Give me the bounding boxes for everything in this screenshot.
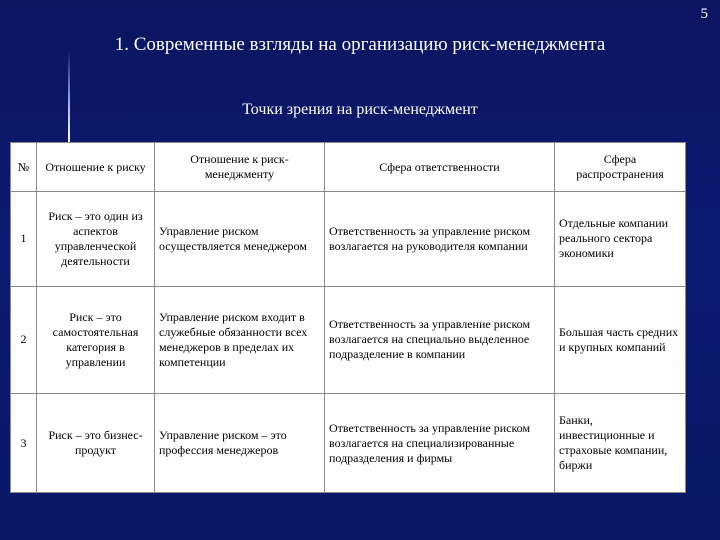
cell-attitude-to-risk: Риск – это самостоятельная категория в управлении bbox=[37, 286, 155, 394]
header-distribution-area: Сфера распространения bbox=[555, 143, 686, 192]
cell-distribution-area: Отдельные компании реального сектора экономики bbox=[555, 192, 686, 287]
decorative-vertical-line bbox=[68, 50, 70, 142]
table-row bbox=[11, 394, 686, 493]
cell-attitude-to-risk-management: Управление риском входит в служебные обязанности всех менеджеров в пределах их компетенции bbox=[155, 286, 325, 394]
cell-distribution-area: Банки, инвестиционные и страховые компании, биржи bbox=[555, 394, 686, 493]
table-row bbox=[11, 192, 686, 287]
row-number: 3 bbox=[11, 394, 37, 493]
cell-attitude-to-risk-management: Управление риском – это профессия менеджеров bbox=[155, 394, 325, 493]
cell-distribution-area: Большая часть средних и крупных компаний bbox=[555, 286, 686, 394]
slide-title: 1. Современные взгляды на организацию риск-менеджмента bbox=[114, 34, 606, 55]
header-attitude-to-risk-management: Отношение к риск-менеджменту bbox=[155, 143, 325, 192]
cell-attitude-to-risk-management: Управление риском осуществляется менеджером bbox=[155, 192, 325, 287]
slide-number: 5 bbox=[700, 6, 708, 22]
table-caption: Точки зрения на риск-менеджмент bbox=[242, 101, 478, 118]
table-row bbox=[11, 286, 686, 394]
cell-responsibility-area: Ответственность за управление риском возлагается на специально выделенное подразделение в компании bbox=[325, 286, 555, 394]
row-number: 1 bbox=[11, 192, 37, 287]
header-attitude-to-risk: Отношение к риску bbox=[37, 143, 155, 192]
cell-responsibility-area: Ответственность за управление риском возлагается на специализированные подразделения и фирмы bbox=[325, 394, 555, 493]
cell-attitude-to-risk: Риск – это бизнес-продукт bbox=[37, 394, 155, 493]
row-number: 2 bbox=[11, 286, 37, 394]
table-header-row bbox=[11, 143, 686, 192]
cell-responsibility-area: Ответственность за управление риском возлагается на руководителя компании bbox=[325, 192, 555, 287]
header-number: № bbox=[11, 143, 37, 192]
header-responsibility-area: Сфера ответственности bbox=[325, 143, 555, 192]
cell-attitude-to-risk: Риск – это один из аспектов управленческой деятельности bbox=[37, 192, 155, 287]
risk-management-table bbox=[10, 142, 685, 493]
